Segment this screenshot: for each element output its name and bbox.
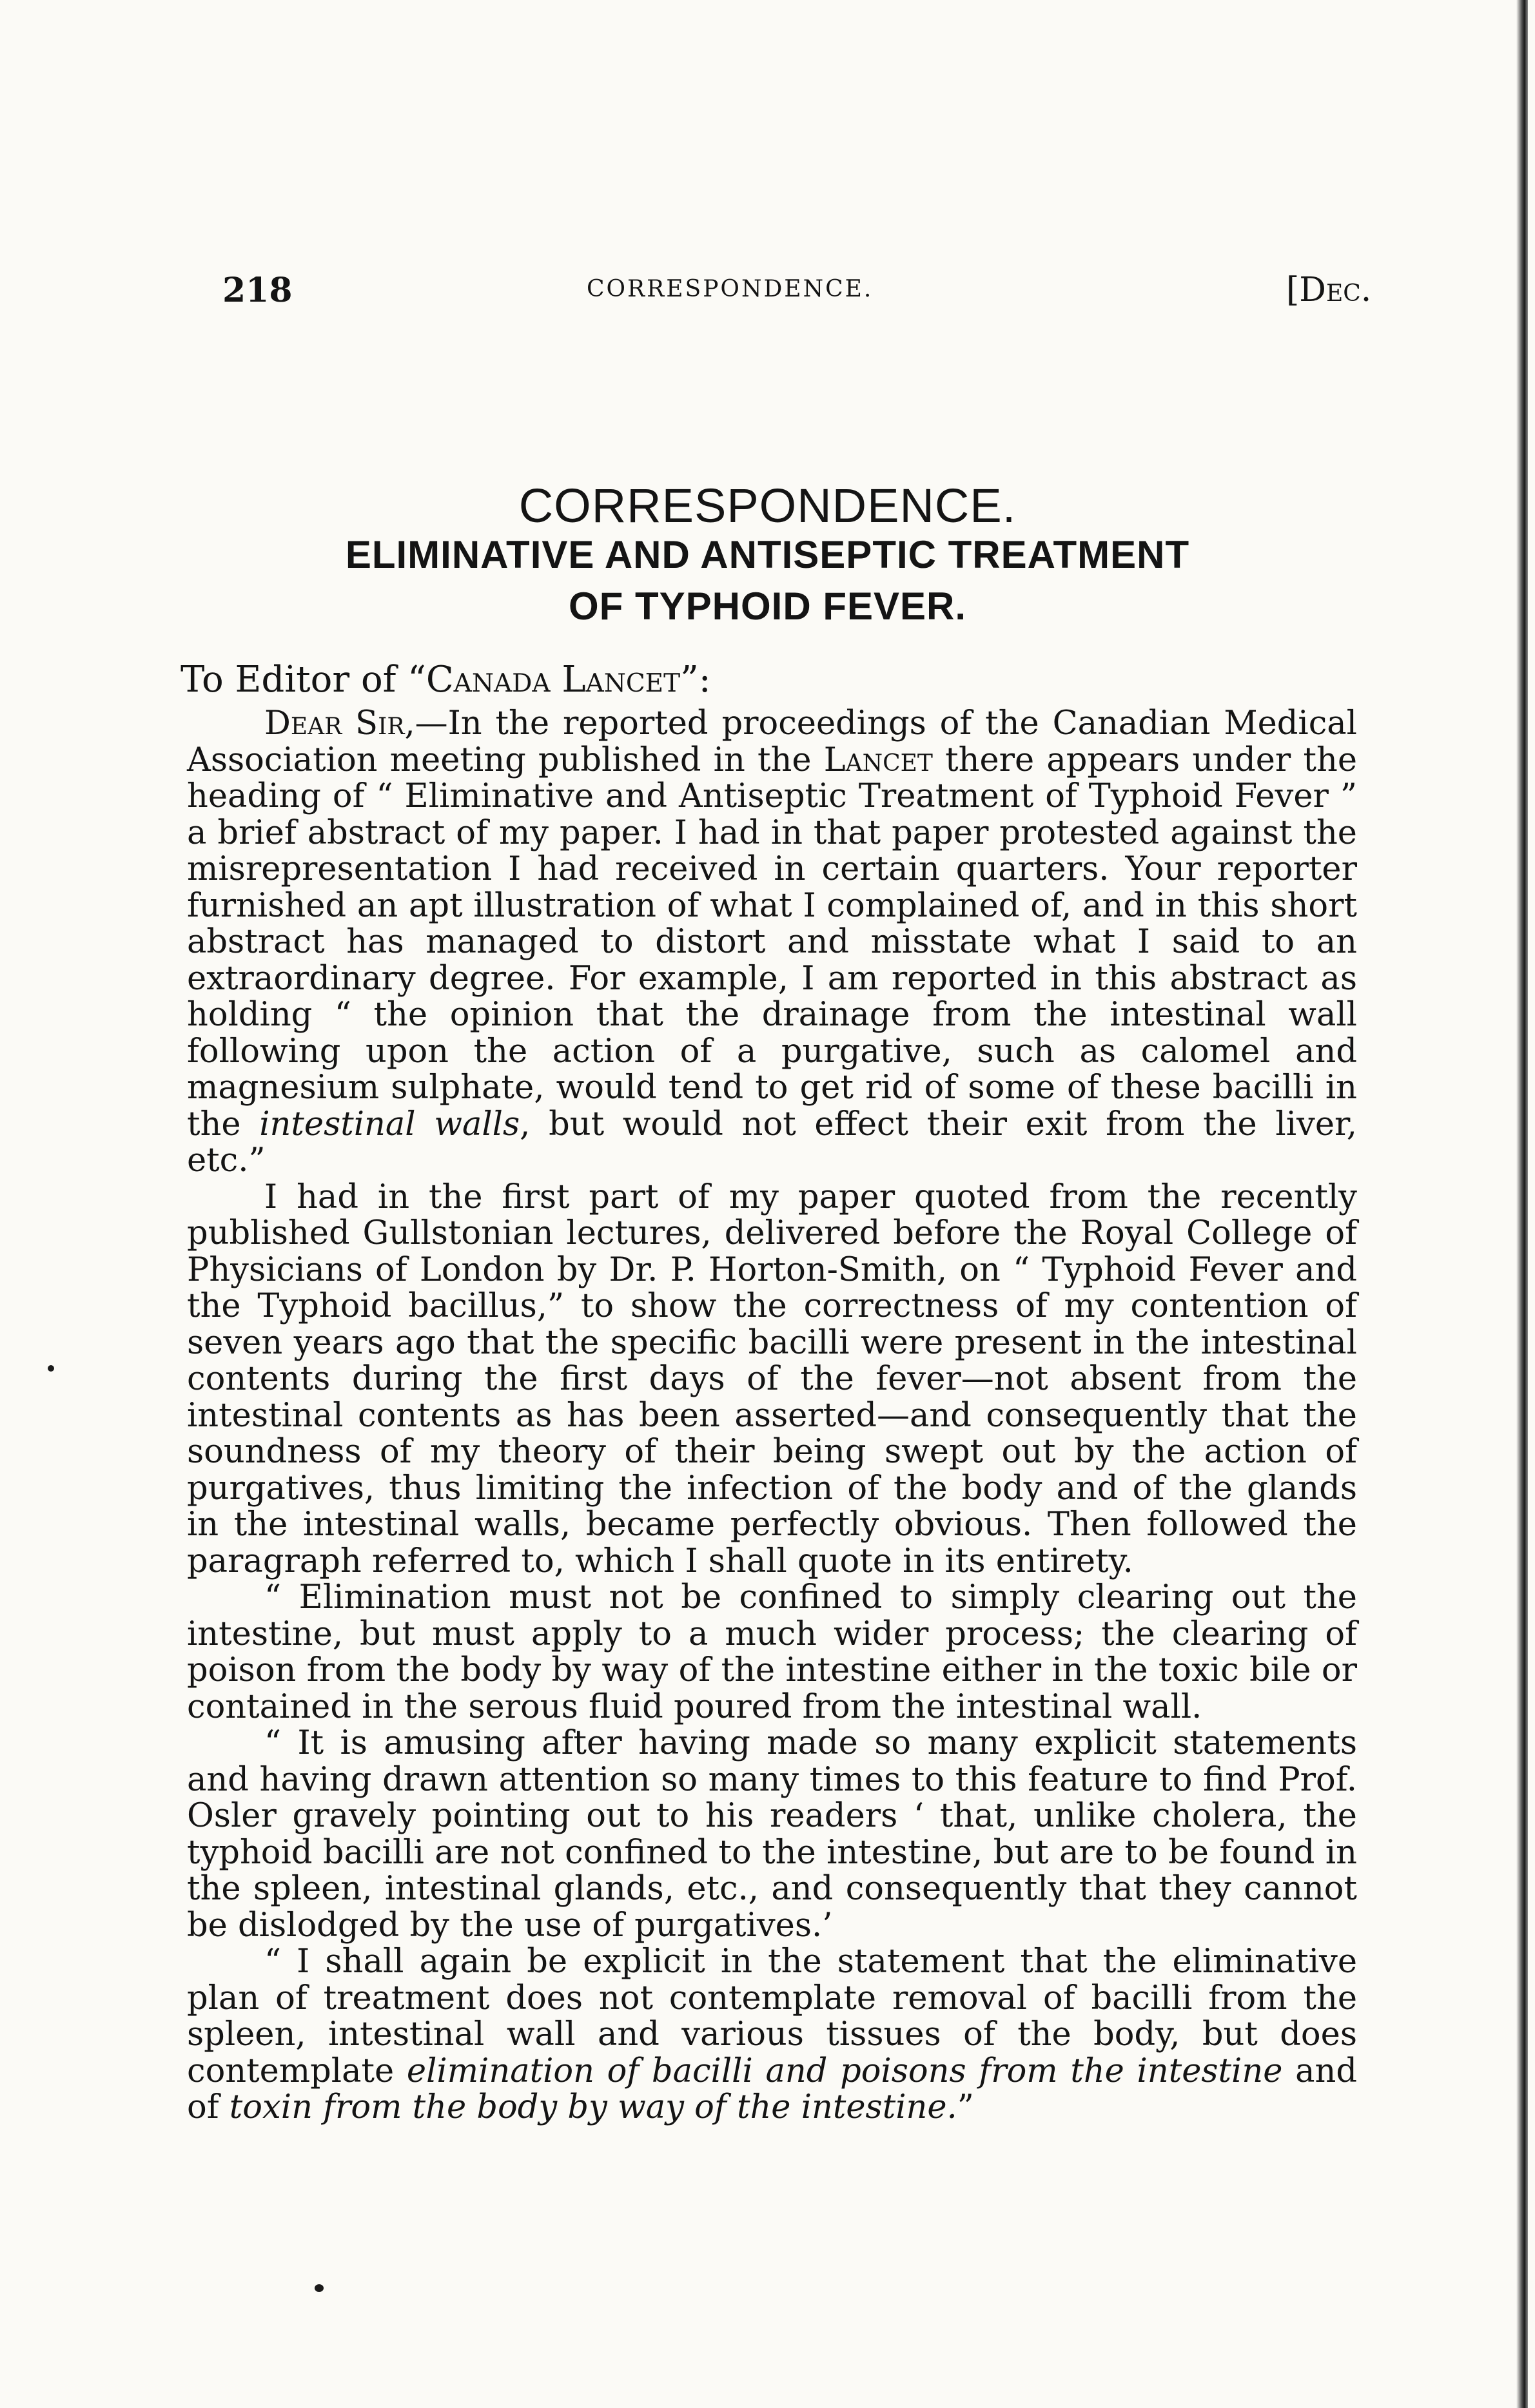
salutation-prefix: To Editor of “ [181,659,426,701]
paragraph-4: “ It is amusing after having made so many explicit statements and having drawn attention so many times to this feature to find Prof. Osler gravely pointing out to his readers ‘ that, unlike cholera, the typhoid bacilli are not confined to the intestine, but are to be found in the spleen, intestinal glands, etc., and consequently that they cannot be dislodged by the use of purgatives.’ [187,1724,1357,1945]
italic-intestinal-walls: intestinal walls [259,1105,520,1143]
paragraph-2: I had in the first part of my paper quoted from the recently published Gullstonian lectures, delivered before the Royal College of Physicians of London by Dr. P. Horton-Smith, on “ Typhoid Fever and the Typhoid bacillus,” to show the correctness of my contention of seven years ago that the specific bacilli were present in the intestinal contents during the first days of the fever—not absent from the intestinal contents as has been asserted—and consequently that the soundness of my theory of their being swept out by the action of purgatives, thus limiting the infection of the body and of the glands in the intestinal walls, became perfectly obvious. Then followed the paragraph referred to, which I shall quote in its entirety. [187,1178,1357,1580]
paragraph-1 [187,706,1357,1180]
letter-body [187,706,1357,2126]
salutation-journal-name: Canada Lancet [425,659,681,701]
paragraph-5-text-a: “ I shall again be explicit in the statement that the eliminative plan of treatment does not contemplate removal of bacilli from the spleen, intestinal wall and various tissues of the body, but does contemplate [187,1943,1357,2090]
article-title-line-2: OF TYPHOID FEVER. [568,585,967,628]
running-head-title: CORRESPONDENCE. [587,276,874,302]
salutation [181,659,711,701]
paragraph-5-text-b: and of [187,2052,1357,2126]
paragraph-1-text-a: ,—In the reported proceedings of the Canadian Medical Association meeting published in the [187,704,1357,779]
paragraph-1-text-c: , but would not effect their exit from the liver, etc.” [187,1105,1357,1180]
paragraph-5-text-c: ” [957,2088,974,2126]
italic-toxin-phrase: toxin from the body by way of the intestine. [229,2088,957,2126]
paragraph-1-text-b: there appears under the heading of “ Eliminative and Antiseptic Treatment of Typhoid Fever ” a brief abstract of my paper. I had in that paper protested against the misrepresentation I had received in certain quarters. Your reporter furnished an apt illustration of what I complained of, and in this short abstract has managed to distort and misstate what I said to an extraordinary degree. For example, I am reported in this abstract as holding “ the opinion that the drainage from the intestinal wall following upon the action of a purgative, such as calomel and magnesium sulphate, would tend to get rid of some of these bacilli in the [187,741,1357,1143]
article-title-line-1: ELIMINATIVE AND ANTISEPTIC TREATMENT [345,533,1190,576]
paragraph-3: “ Elimination must not be confined to simply clearing out the intestine, but must apply to a much wider process; the clearing of poison from the body by way of the intestine either in the toxic bile or contained in the serous fluid poured from the intestinal wall. [187,1578,1357,1726]
ink-blot-mark [315,2284,324,2292]
page-binding-edge [1516,0,1528,2408]
paragraph-5 [187,1944,1357,2126]
section-title: CORRESPONDENCE. [518,479,1017,532]
salutation-suffix: ”: [680,659,711,701]
page-number: 218 [222,271,293,310]
margin-ink-dot [48,1365,54,1372]
lancet-name: Lancet [823,741,933,779]
dear-sir-opening: Dear Sir [264,704,405,743]
running-head-date: [Dec. [1286,271,1372,309]
italic-elimination-phrase: elimination of bacilli and poisons from the intestine [406,2052,1283,2090]
